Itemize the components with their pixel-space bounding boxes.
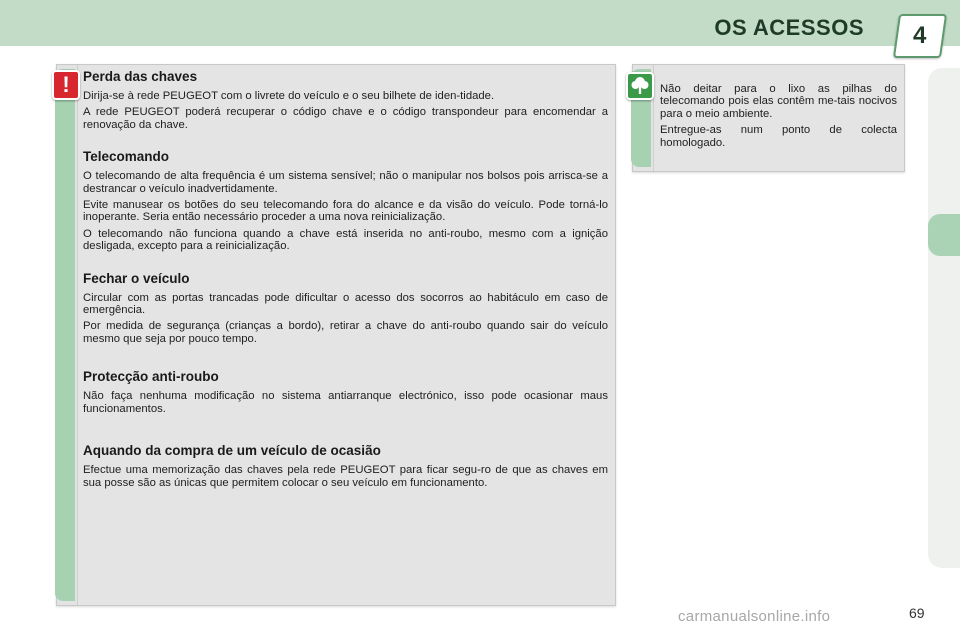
tree-icon xyxy=(626,72,654,100)
section-heading: Aquando da compra de um veículo de ocasião xyxy=(83,443,381,459)
chapter-tab xyxy=(893,14,947,58)
panel-accent-strip xyxy=(55,69,75,601)
eco-paragraph: Não deitar para o lixo as pilhas do telecomando pois elas contêm me-tais nocivos para o meio ambiente. xyxy=(660,83,897,120)
section-paragraph: O telecomando não funciona quando a chave está inserida no anti-roubo, mesmo com a ignição desligada, excepto para a reinicialização. xyxy=(83,227,608,253)
section-paragraph: O telecomando de alta frequência é um sistema sensível; não o manipular nos bolsos pois arrisca-se a destrancar o veículo inadvertidamente. xyxy=(83,170,608,195)
section-paragraph: Não faça nenhuma modificação no sistema antiarranque electrónico, isso pode ocasionar maus funcionamentos. xyxy=(83,390,608,415)
section-paragraph: Dirija-se à rede PEUGEOT com o livrete do veículo e o seu bilhete de iden-tidade. xyxy=(83,90,495,102)
warning-icon: ! xyxy=(52,70,80,100)
section-lost-keys xyxy=(83,69,608,131)
page-title: OS ACESSOS xyxy=(714,15,864,40)
chapter-rail xyxy=(928,68,960,568)
chapter-rail-tab xyxy=(928,214,960,256)
eco-paragraph: Entregue-as num ponto de colecta homologado. xyxy=(660,124,897,149)
watermark: carmanualsonline.info xyxy=(678,608,831,625)
section-heading: Protecção anti-roubo xyxy=(83,369,219,385)
section-paragraph: Por medida de segurança (crianças a bordo), retirar a chave do anti-roubo quando sair do veículo mesmo que seja por pouco tempo. xyxy=(83,320,608,345)
section-paragraph: Evite manusear os botões do seu telecomando fora do alcance e da visão do veículo. Pode torná-lo inoperante. Seria então necessário proceder a uma nova reinicialização. xyxy=(83,199,608,224)
section-locking xyxy=(83,271,608,346)
section-paragraph: Circular com as portas trancadas pode dificultar o acesso dos socorros ao habitáculo em caso de emergência. xyxy=(83,291,608,317)
section-antitheft xyxy=(83,369,608,415)
section-heading: Perda das chaves xyxy=(83,69,198,84)
page-number: 69 xyxy=(909,605,925,621)
section-used-vehicle xyxy=(83,443,608,489)
section-heading: Telecomando xyxy=(83,149,170,165)
main-content xyxy=(83,69,608,501)
section-remote xyxy=(83,149,608,252)
section-paragraph: Efectue uma memorização das chaves pela rede PEUGEOT para ficar segu-ro de que as chaves em sua posse são as únicas que permitem colocar o seu veículo em funcionamento. xyxy=(83,464,608,489)
section-heading: Fechar o veículo xyxy=(83,270,190,286)
chapter-number: 4 xyxy=(913,22,927,49)
section-paragraph: A rede PEUGEOT poderá recuperar o código chave e o código transpondeur para encomendar a renovação da chave. xyxy=(83,106,608,131)
eco-content xyxy=(660,83,897,153)
